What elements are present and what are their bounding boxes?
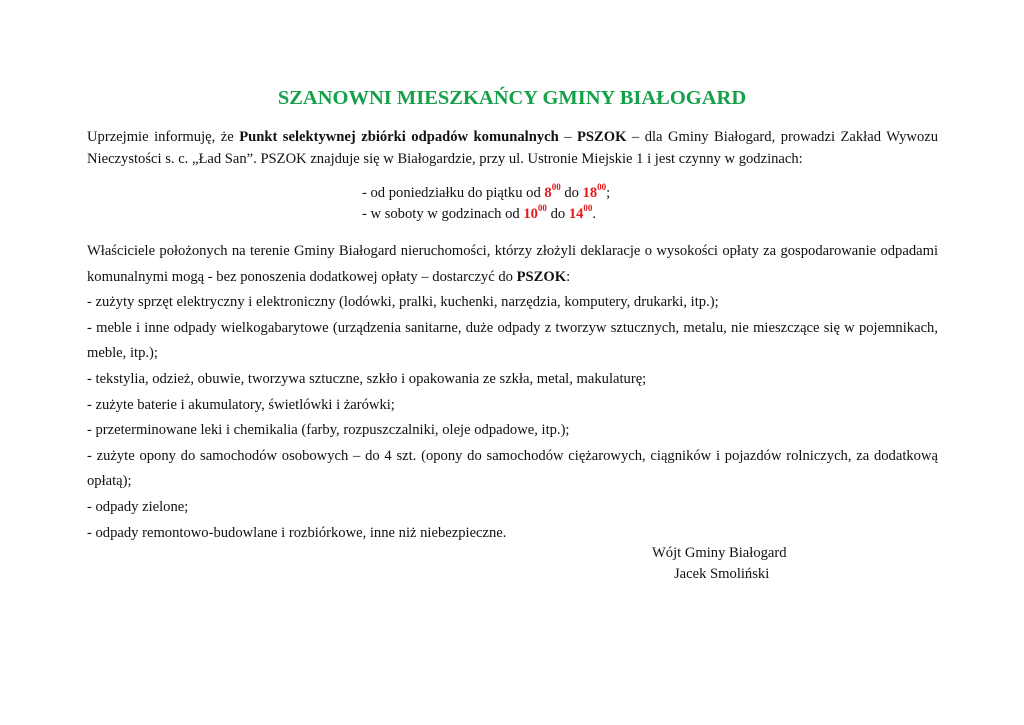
body-intro-bold-pszok: PSZOK <box>516 268 567 285</box>
hours-weekdays-suffix: ; <box>606 185 611 201</box>
opening-hours <box>362 183 610 225</box>
hours-saturday-from <box>523 203 547 222</box>
signature-name: Jacek Smoliński <box>674 566 770 582</box>
intro-paragraph <box>87 126 938 170</box>
intro-text-rest: – dla Gminy Białogard, prowadzi Zakład Wywozu Nieczystości s. c. „Ład San”. PSZOK znajduje się w Białogardzie, przy ul. Ustronie Miejskie 1 i jest czynny w godzinach: <box>87 129 939 167</box>
body-intro-paragraph <box>87 239 938 290</box>
list-item: - zużyty sprzęt elektryczny i elektroniczny (lodówki, pralki, kuchenki, narzędzia, komputery, drukarki, itp.); <box>87 294 719 311</box>
hours-saturday-suffix: . <box>592 206 597 222</box>
hours-weekdays-to-hour: 18 <box>582 185 598 201</box>
hours-saturday-to-min: 00 <box>583 203 593 214</box>
hours-saturday-prefix: - w soboty w godzinach od <box>362 206 524 222</box>
hours-saturday-mid: do <box>546 206 569 222</box>
body-intro-colon: : <box>566 268 571 285</box>
hours-weekdays-mid: do <box>560 185 583 201</box>
hours-saturday-to-hour: 14 <box>568 206 584 222</box>
body-text <box>87 239 938 546</box>
list-item: - odpady remontowo-budowlane i rozbiórkowe, inne niż niebezpieczne. <box>87 524 507 541</box>
page-title: SZANOWNI MIESZKAŃCY GMINY BIAŁOGARD <box>277 87 747 109</box>
list-item: - meble i inne odpady wielkogabarytowe (urządzenia sanitarne, duże odpady z tworzyw sztucznych, metalu, nie mieszczące się w pojemnikach, meble, itp.); <box>87 319 938 362</box>
hours-saturday <box>362 204 610 225</box>
hours-saturday-from-hour: 10 <box>523 206 538 222</box>
list-item: - zużyte opony do samochodów osobowych – do 4 szt. (opony do samochodów ciężarowych, ciągników i pojazdów rolniczych, za dodatkową opłatą); <box>87 447 938 490</box>
list-item: - zużyte baterie i akumulatory, świetlówki i żarówki; <box>87 396 395 413</box>
hours-weekdays-from-hour: 8 <box>544 185 552 201</box>
hours-weekdays-from-min: 00 <box>551 182 561 193</box>
intro-bold-pszok-name: Punkt selektywnej zbiórki odpadów komunalnych <box>239 129 559 145</box>
body-intro-text: Właściciele położonych na terenie Gminy Białogard nieruchomości, którzy złożyli deklaracje o wysokości opłaty za gospodarowanie odpadami komunalnymi mogą - bez ponoszenia dodatkowej opłaty – dostarczyć do <box>87 243 938 285</box>
hours-saturday-from-min: 00 <box>537 203 547 214</box>
list-item: - przeterminowane leki i chemikalia (farby, rozpuszczalniki, oleje odpadowe, itp.); <box>87 422 570 439</box>
hours-weekdays <box>362 183 610 204</box>
hours-weekdays-from <box>544 182 561 201</box>
intro-text: Uprzejmie informuję, że <box>87 129 240 145</box>
list-item: - odpady zielone; <box>87 498 189 515</box>
hours-saturday-to <box>568 203 593 222</box>
intro-bold-pszok: PSZOK <box>576 129 627 145</box>
hours-weekdays-prefix: - od poniedziałku do piątku od <box>362 185 545 201</box>
intro-dash: – <box>558 129 577 145</box>
signature-role: Wójt Gminy Białogard <box>652 545 787 561</box>
signature-block <box>652 543 787 585</box>
list-item: - tekstylia, odzież, obuwie, tworzywa sztuczne, szkło i opakowania ze szkła, metal, makulaturę; <box>87 370 647 387</box>
hours-weekdays-to <box>582 182 607 201</box>
hours-weekdays-to-min: 00 <box>597 182 607 193</box>
